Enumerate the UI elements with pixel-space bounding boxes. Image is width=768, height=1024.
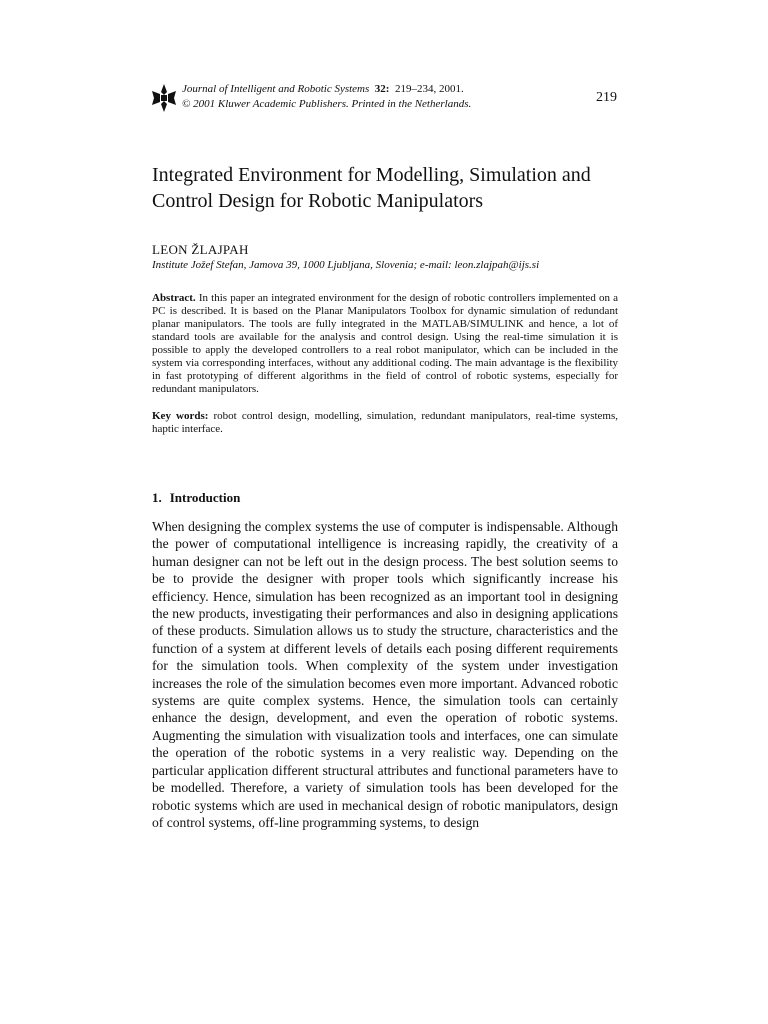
journal-citation	[182, 82, 471, 112]
publisher-logo-icon	[152, 84, 176, 112]
copyright-line: © 2001 Kluwer Academic Publishers. Printed in the Netherlands.	[182, 98, 472, 110]
section-heading	[152, 490, 240, 506]
abstract-text: In this paper an integrated environment for the design of robotic controllers implemented on a PC is described. It is based on the Planar Manipulators Toolbox for dynamic simulation of redundant planar manipulators. The tools are fully integrated in the MATLAB/SIMULINK and hence, a lot of standard tools are available for the analysis and control design. Using the real-time simulation it is possible to apply the developed controllers to a real robot manipulator, which can be included in the system via corresponding interfaces, without any additional coding. The main advantage is the flexibility in fast prototyping of different algorithms in the field of control of robotic systems, especially for redundant manipulators.	[152, 292, 618, 395]
abstract	[152, 292, 618, 396]
page-number: 219	[596, 90, 617, 105]
author-name: LEON ŽLAJPAH	[152, 242, 249, 257]
keywords-text: robot control design, modelling, simulation, redundant manipulators, real-time systems, haptic interface.	[152, 410, 619, 435]
journal-name: Journal of Intelligent and Robotic Systems	[182, 83, 370, 95]
section-body: When designing the complex systems the use of computer is indispensable. Although the power of computational intelligence is increasing rapidly, the creativity of a human designer can not be left out in the design process. The best solution seems to be to provide the designer with proper tools which significantly increase his efficiency. Hence, simulation has been recognized as an important tool in designing the new products, investigating their performances and also in designing applications of these products. Simulation allows us to study the structure, characteristics and the function of a system at different levels of details each posing different requirements for the simulation tools. When complexity of the system under investigation increases the role of the simulation becomes even more important. Advanced robotic systems are quite complex systems. Hence, the simulation tools can certainly enhance the design, development, and even the operation of robotic systems. Augmenting the simulation with visualization tools and interfaces, one can simulate the operation of the robotic systems in a very realistic way. Depending on the particular application different structural attributes and functional parameters have to be modelled. Therefore, a variety of simulation tools has been developed for the robotic systems which are used in mechanical design of robotic manipulators, design of control systems, off-line programming systems, to design	[152, 519, 618, 830]
section-title: Introduction	[169, 490, 241, 505]
journal-line	[182, 82, 471, 97]
paper-title: Integrated Environment for Modelling, Simulation and Control Design for Robotic Manipulators	[152, 164, 591, 212]
keywords-label: Key words:	[152, 410, 209, 422]
keywords	[152, 410, 618, 436]
author-affiliation: Institute Jožef Stefan, Jamova 39, 1000 Ljubljana, Slovenia; e-mail: leon.zlajpah@ijs.si	[152, 259, 540, 271]
journal-volume: 32:	[374, 83, 390, 95]
journal-pages: 219–234, 2001.	[394, 83, 464, 95]
journal-header	[152, 82, 617, 122]
section-number: 1.	[152, 490, 162, 505]
abstract-label: Abstract.	[152, 292, 196, 304]
